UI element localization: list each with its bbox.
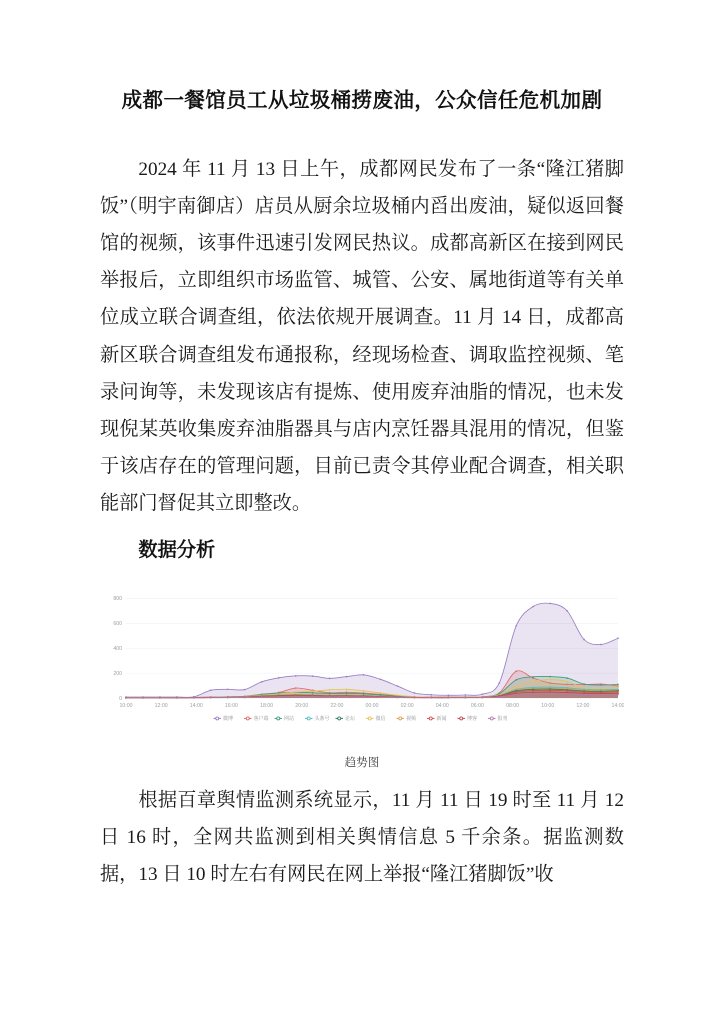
svg-text:600: 600: [113, 620, 122, 627]
chart-y-axis-labels: [113, 596, 122, 702]
svg-text:新闻: 新闻: [436, 715, 447, 722]
svg-text:12:00: 12:00: [154, 702, 168, 709]
legend-item-2[interactable]: [275, 715, 295, 722]
legend-item-8[interactable]: [458, 715, 478, 722]
trend-chart-figure: [100, 568, 624, 782]
svg-text:20:00: 20:00: [295, 702, 309, 709]
chart-legend[interactable]: [214, 715, 508, 722]
svg-text:16:00: 16:00: [224, 702, 238, 709]
svg-text:14:00: 14:00: [189, 702, 203, 709]
legend-item-0[interactable]: [214, 715, 234, 722]
svg-text:18:00: 18:00: [260, 702, 274, 709]
figure-caption: 趋势图: [344, 756, 380, 769]
svg-text:博客: 博客: [467, 715, 478, 722]
svg-text:800: 800: [113, 595, 122, 602]
paragraph-intro: 2024 年 11 月 13 日上午，成都网民发布了一条“隆江猪脚饭”（明宇南御店）店员从厨余垃圾桶内舀出废油，疑似返回餐馆的视频，该事件迅速引发网民热议。成都高新区在接到网民举报后，立即组织市场监管、城管、公安、属地街道等有关单位成立联合调查组，依法依规开展调查。11 月 14 日，成都高新区联合调查组发布通报称，经现场检查、调取监控视频、笔录问询等，未发现该店有提炼、使用废弃油脂的情况，也未发现倪某英收集废弃油脂器具与店内烹饪器具混用的情况，但鉴于该店存在的管理问题，目前已责令其停业配合调查，相关职能部门督促其立即整改。: [100, 158, 624, 515]
svg-text:0: 0: [119, 695, 122, 702]
svg-text:22:00: 22:00: [330, 702, 344, 709]
svg-text:10:00: 10:00: [119, 702, 133, 709]
page-title: 成都一餐馆员工从垃圾桶捞废油，公众信任危机加剧: [121, 89, 603, 112]
svg-text:00:00: 00:00: [365, 702, 379, 709]
svg-text:10:00: 10:00: [541, 702, 555, 709]
svg-text:200: 200: [113, 670, 122, 677]
svg-text:02:00: 02:00: [400, 702, 414, 709]
legend-item-6[interactable]: [397, 715, 418, 722]
legend-item-4[interactable]: [336, 715, 357, 722]
chart-areas: [126, 603, 618, 698]
svg-text:头条号: 头条号: [314, 715, 330, 722]
legend-item-1[interactable]: [244, 715, 269, 722]
svg-text:06:00: 06:00: [470, 702, 484, 709]
legend-item-3[interactable]: [305, 715, 330, 722]
svg-text:08:00: 08:00: [506, 702, 520, 709]
svg-text:400: 400: [113, 645, 122, 652]
legend-item-7[interactable]: [427, 715, 447, 722]
svg-text:04:00: 04:00: [435, 702, 449, 709]
chart-x-axis-labels: [120, 703, 624, 709]
paragraph-monitoring: 根据百章舆情监测系统显示，11 月 11 日 19 时至 11 月 12 日 16 时，全网共监测到相关舆情信息 5 千余条。据监测数据，13 日 10 时左右有网民在网上举报“隆江猪脚饭”收: [100, 789, 624, 886]
trend-chart: [100, 580, 624, 738]
section-heading-data-analysis: 数据分析: [138, 539, 216, 561]
svg-text:网站: 网站: [284, 715, 295, 722]
legend-item-9[interactable]: [488, 715, 508, 722]
svg-text:12:00: 12:00: [576, 702, 590, 709]
legend-item-5[interactable]: [366, 715, 386, 722]
svg-text:论坛: 论坛: [345, 715, 356, 722]
svg-text:微信: 微信: [375, 715, 386, 722]
trend-chart-svg: [100, 580, 624, 738]
svg-text:客户端: 客户端: [253, 715, 269, 722]
svg-text:视频: 视频: [406, 715, 417, 722]
svg-text:微博: 微博: [223, 715, 234, 722]
svg-text:14:00: 14:00: [611, 702, 624, 709]
svg-text:报刊: 报刊: [497, 715, 508, 722]
